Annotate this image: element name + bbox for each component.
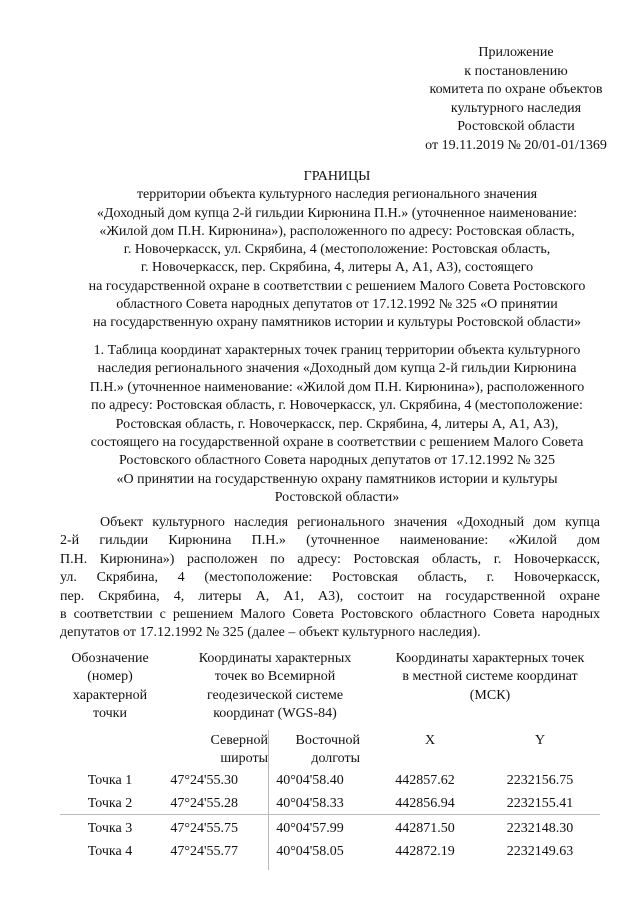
title-line: «Жилой дом П.Н. Кирюнина»), расположенного по адресу: Ростовская область,: [99, 223, 575, 239]
appendix-line: Ростовской области: [457, 119, 575, 134]
x-cell: 442871.50: [395, 821, 455, 836]
section-line: состоящего на государственной охране в соответствии с решением Малого Совета: [90, 435, 584, 451]
paragraph-line: 2-й гильдии Кирюнина П.Н.» (уточненное наименование: «Жилой дом: [60, 533, 600, 549]
title-line: г. Новочеркасск, пер. Скрябина, 4, литеры А, А1, А3), состоящего: [140, 260, 534, 276]
header-line: Восточной: [295, 733, 360, 748]
table-divider: [60, 814, 600, 815]
paragraph-line: в соответствии с решением Малого Совета Ростовского областного Совета народных: [60, 607, 600, 623]
paragraph-line: П.Н. Кирюнина») расположен по адресу: Ростовская область, г. Новочеркасск,: [60, 551, 600, 567]
y-cell: 2232149.63: [506, 844, 574, 859]
latitude-header: [160, 732, 268, 769]
appendix-header: [386, 44, 640, 155]
x-cell: 442856.94: [395, 796, 455, 811]
point-cell: Точка 2: [87, 796, 133, 811]
longitude-cell: 40°04'58.05: [276, 844, 344, 859]
section-heading: [38, 342, 636, 508]
longitude-cell: 40°04'57.99: [276, 821, 344, 836]
section-line: 1. Таблица координат характерных точек границ территории объекта культурного: [93, 343, 581, 358]
longitude-cell: 40°04'58.33: [276, 796, 344, 811]
x-cell: 442872.19: [395, 844, 455, 859]
paragraph-line: ул. Скрябина, 4 (местоположение: Ростовская область, г. Новочеркасск,: [60, 570, 600, 586]
body-paragraph: [60, 514, 600, 643]
point-column-header: [60, 650, 160, 724]
coordinates-table: [60, 650, 600, 870]
header-line: широты: [220, 751, 268, 767]
header-line: долготы: [311, 751, 360, 767]
appendix-line: к постановлению: [464, 63, 568, 79]
section-line: Ростовская область, г. Новочеркасск, пер. Скрябина, 4, литеры А, А1, А3),: [115, 416, 559, 432]
document-heading: ГРАНИЦЫ: [303, 169, 371, 184]
header-line: координат (WGS-84): [213, 706, 337, 722]
point-cell: Точка 4: [87, 844, 133, 859]
section-line: по адресу: Ростовская область, г. Новочеркасск, ул. Скрябина, 4 (местоположение:: [91, 398, 583, 414]
title-line: на государственной охране в соответствии с решением Малого Совета Ростовского: [88, 278, 586, 294]
header-line: геодезической системе: [206, 687, 344, 703]
title-line: на государственную охрану памятников истории и культуры Ростовской области»: [93, 315, 581, 331]
section-line: «О принятии на государственную охрану памятников истории и культуры: [116, 471, 558, 487]
paragraph-line: пер. Скрябина, 4, литеры А, А1, А3), состоит на государственной охране: [60, 588, 600, 604]
document-title-block: [38, 168, 636, 333]
title-line: территории объекта культурного наследия регионального значения: [136, 187, 538, 203]
y-cell: 2232148.30: [506, 821, 574, 836]
appendix-line: Приложение: [478, 45, 554, 60]
appendix-date-line: от 19.11.2019 № 20/01-01/1369: [425, 137, 607, 153]
appendix-line: комитета по охране объектов: [429, 82, 603, 97]
latitude-cell: 47°24'55.75: [170, 821, 238, 836]
paragraph-line: депутатов от 17.12.1992 № 325 (далее – объект культурного наследия).: [60, 625, 481, 641]
longitude-header: [270, 732, 360, 769]
section-line: П.Н.» (уточненное наименование: «Жилой дом П.Н. Кирюнина»), расположенного: [89, 379, 585, 395]
latitude-cell: 47°24'55.28: [170, 796, 238, 811]
x-cell: 442857.62: [395, 773, 455, 788]
header-line: точек во Всемирной: [214, 669, 336, 685]
section-line: Ростовской области»: [274, 490, 400, 506]
x-header: X: [424, 733, 436, 748]
title-line: г. Новочеркасск, ул. Скрябина, 4 (местоположение: Ростовская область,: [123, 242, 551, 258]
title-line: «Доходный дом купца 2-й гильдии Кирюнина П.Н.» (уточненное наименование:: [96, 205, 578, 221]
header-line: Координаты характерных точек: [395, 651, 585, 666]
header-line: точки: [93, 706, 127, 722]
longitude-cell: 40°04'58.40: [276, 773, 344, 788]
table-divider: [268, 730, 269, 870]
header-line: характерной: [72, 687, 148, 703]
title-line: областного Совета народных депутатов от 17.12.1992 № 325 «О принятии: [116, 297, 558, 313]
section-line: наследия регионального значения «Доходный дом купца 2-й гильдии Кирюнина: [97, 361, 577, 377]
header-line: Северной: [210, 733, 268, 748]
appendix-line: культурного наследия: [450, 100, 582, 116]
y-cell: 2232155.41: [506, 796, 574, 811]
point-cell: Точка 3: [87, 821, 133, 836]
header-line: Координаты характерных: [198, 651, 352, 666]
latitude-cell: 47°24'55.30: [170, 773, 238, 788]
y-header: Y: [534, 733, 546, 748]
latitude-cell: 47°24'55.77: [170, 844, 238, 859]
header-line: (МСК): [469, 687, 511, 703]
section-line: Ростовского областного Совета народных депутатов от 17.12.1992 № 325: [118, 453, 556, 469]
wgs-column-header: [170, 650, 380, 724]
y-cell: 2232156.75: [506, 773, 574, 788]
header-line: в местной системе координат: [402, 669, 578, 685]
paragraph-line: Объект культурного наследия регионального значения «Доходный дом купца: [100, 515, 600, 530]
point-cell: Точка 1: [87, 773, 133, 788]
msk-column-header: [380, 650, 600, 705]
header-line: Обозначение: [71, 651, 149, 666]
header-line: (номер): [87, 669, 133, 685]
